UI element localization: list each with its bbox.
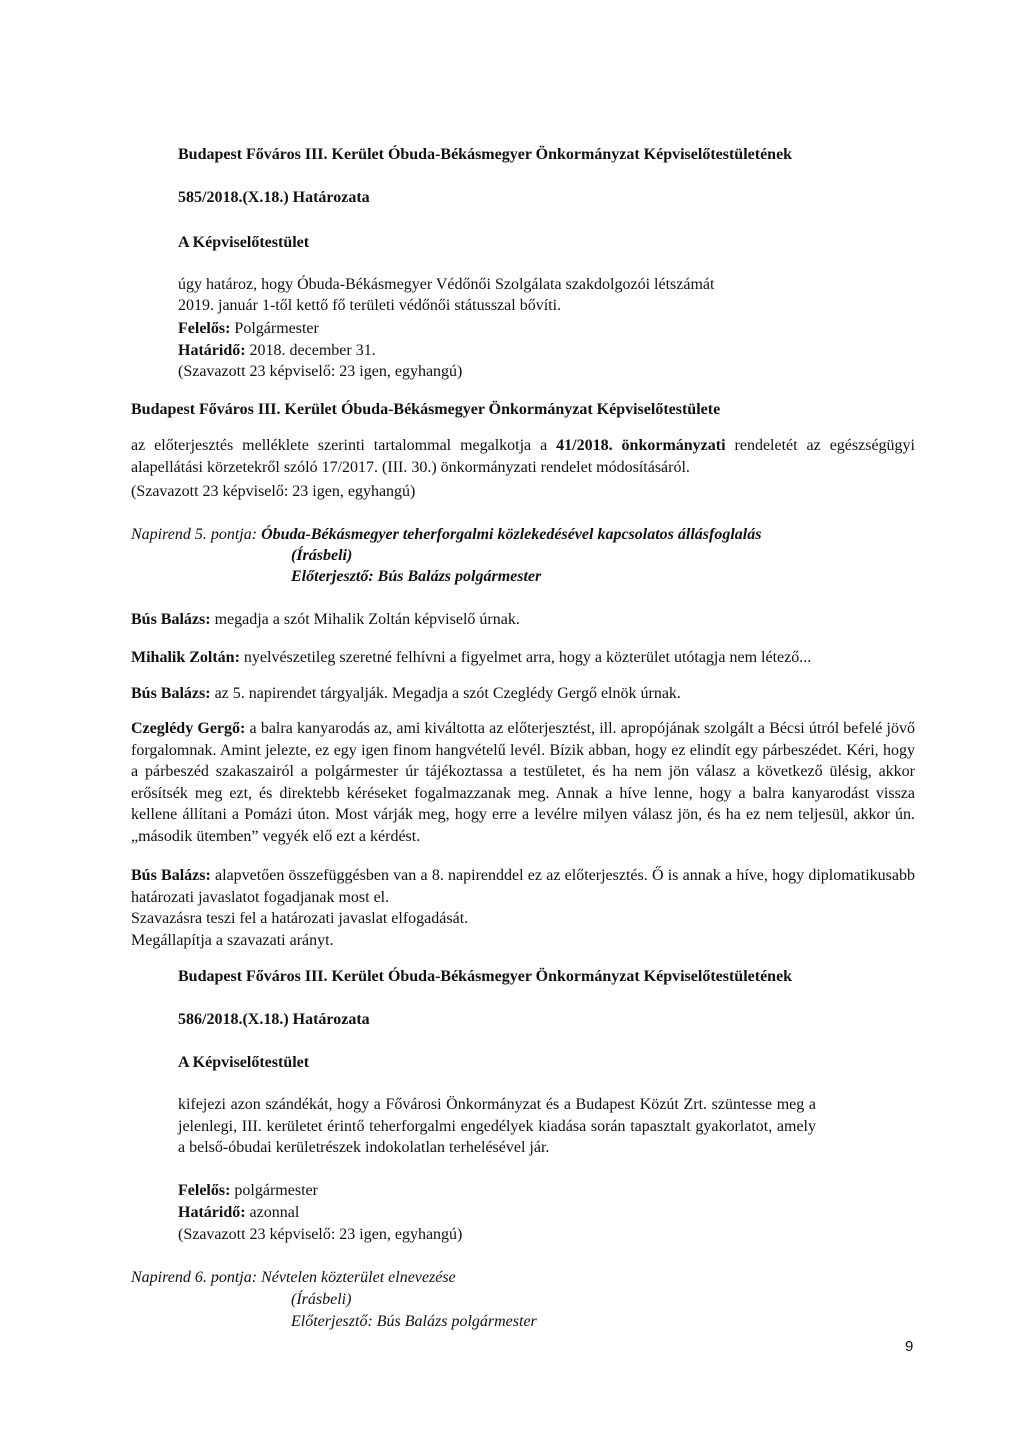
agenda-label: Napirend 5. pontja: — [131, 526, 258, 543]
resolution-text-line: úgy határoz, hogy Óbuda-Békásmegyer Védőnői Szolgálata szakdolgozói létszámát — [178, 276, 715, 293]
body-label: A Képviselőtestület — [178, 234, 310, 251]
deadline-line — [178, 1203, 299, 1223]
agenda-type: (Írásbeli) — [291, 547, 353, 564]
agenda-title: Névtelen közterület elnevezése — [261, 1269, 456, 1286]
agenda-item-5 — [131, 525, 761, 545]
responsible-label: Felelős: — [178, 1182, 231, 1199]
deadline-label: Határidő: — [178, 1204, 246, 1221]
deadline-line — [178, 341, 376, 361]
speaker-name: Mihalik Zoltán: — [131, 649, 240, 666]
speaker-name: Bús Balázs: — [131, 611, 211, 628]
resolution-text-line: 2019. január 1-től kettő fő területi védőnői státusszal bővíti. — [178, 297, 562, 314]
speaker-text: megadja a szót Mihalik Zoltán képviselő úrnak. — [214, 611, 520, 628]
agenda-type: (Írásbeli) — [291, 1291, 352, 1308]
resolution-number: 586/2018.(X.18.) Határozata — [178, 1011, 370, 1028]
resolution-header: Budapest Főváros III. Kerület Óbuda-Békásmegyer Önkormányzat Képviselőtestületének — [178, 146, 793, 163]
minutes-entry — [131, 718, 915, 848]
responsible-line — [178, 1181, 318, 1201]
body-label: A Képviselőtestület — [178, 1054, 310, 1071]
deadline-value: 2018. december 31. — [249, 342, 376, 359]
responsible-value: Polgármester — [234, 320, 319, 337]
ordinance-text-a: az előterjesztés melléklete szerinti tartalommal megalkotja a — [131, 437, 548, 454]
resolution-text: kifejezi azon szándékát, hogy a Fővárosi Önkormányzat és a Budapest Közút Zrt. szüntesse meg a jelenlegi, III. kerületet érintő teherforgalmi engedélyek kiadása során tapasztalt gyakorlatot, amely a belső-óbudai kerületrészek indokolatlan terhelésével jár. — [178, 1096, 816, 1157]
deadline-label: Határidő: — [178, 342, 246, 359]
ordinance-number: 41/2018. önkormányzati — [556, 437, 726, 454]
responsible-line — [178, 319, 319, 339]
speaker-name: Bús Balázs: — [131, 867, 211, 884]
agenda-title: Óbuda-Békásmegyer teherforgalmi közlekedésével kapcsolatos állásfoglalás — [261, 526, 762, 543]
responsible-label: Felelős: — [178, 320, 231, 337]
closing-line: Megállapítja a szavazati arányt. — [131, 932, 334, 949]
ordinance-header: Budapest Főváros III. Kerület Óbuda-Békásmegyer Önkormányzat Képviselőtestülete — [131, 401, 721, 418]
agenda-presenter: Előterjesztő: Bús Balázs polgármester — [291, 1313, 537, 1330]
speaker-text: alapvetően összefüggésben van a 8. napirenddel ez az előterjesztés. Ő is annak a híve, hogy diplomatikusabb határozati javaslatot fogadjanak most el. — [131, 867, 916, 906]
speaker-name: Bús Balázs: — [131, 685, 211, 702]
resolution-number: 585/2018.(X.18.) Határozata — [178, 189, 370, 206]
closing-line: Szavazásra teszi fel a határozati javaslat elfogadását. — [131, 910, 469, 927]
agenda-item-6 — [131, 1268, 456, 1288]
speaker-name: Czeglédy Gergő: — [131, 720, 246, 737]
resolution-header: Budapest Főváros III. Kerület Óbuda-Békásmegyer Önkormányzat Képviselőtestületének — [178, 968, 793, 985]
speaker-text: az 5. napirendet tárgyalják. Megadja a szót Czeglédy Gergő elnök úrnak. — [214, 685, 681, 702]
speaker-text: a balra kanyarodás az, ami kiváltotta az előterjesztést, ill. apropójának szolgált a Bécsi útról befelé jövő forgalomnak. Amint jelezte, ez egy igen finom hangvételű levél. Bízik abban, hogy ez elindít egy párbeszédet. Kéri, hogy a párbeszéd szakaszairól a polgármester úr tájékoztassa a testületet, és ha nem jön válasz a következő ülésig, akkor erősítsék meg ezt, és direktebb kéréseket fogalmazzanak meg. Annak a híve lenne, hogy a balra kanyarodást vissza kellene állítani a Pomázi úton. Most várják meg, hogy erre a levélre milyen válasz jön, és ha ez nem teljesül, akkor ún. „második ütemben” vegyék elő ezt a kérdést. — [131, 720, 916, 845]
minutes-entry — [131, 610, 520, 630]
responsible-value: polgármester — [234, 1182, 318, 1199]
page-number: 9 — [905, 1338, 914, 1355]
minutes-entry — [131, 648, 811, 668]
vote-result: (Szavazott 23 képviselő: 23 igen, egyhangú) — [178, 363, 463, 380]
deadline-value: azonnal — [249, 1204, 300, 1221]
minutes-entry — [131, 865, 915, 908]
ordinance-text — [131, 435, 915, 478]
speaker-text: nyelvészetileg szeretné felhívni a figyelmet arra, hogy a közterület utótagja nem létező... — [243, 649, 812, 666]
vote-result: (Szavazott 23 képviselő: 23 igen, egyhangú) — [131, 483, 416, 500]
vote-result: (Szavazott 23 képviselő: 23 igen, egyhangú) — [178, 1226, 463, 1243]
agenda-presenter: Előterjesztő: Bús Balázs polgármester — [291, 568, 542, 585]
minutes-entry — [131, 684, 681, 704]
ordinance-text-c: rendeletét az egészségügyi alapellátási körzetekről szóló 17/2017. (III. 30.) önkormányzati rendelet módosításáról. — [131, 437, 915, 476]
agenda-label: Napirend 6. pontja: — [131, 1269, 258, 1286]
